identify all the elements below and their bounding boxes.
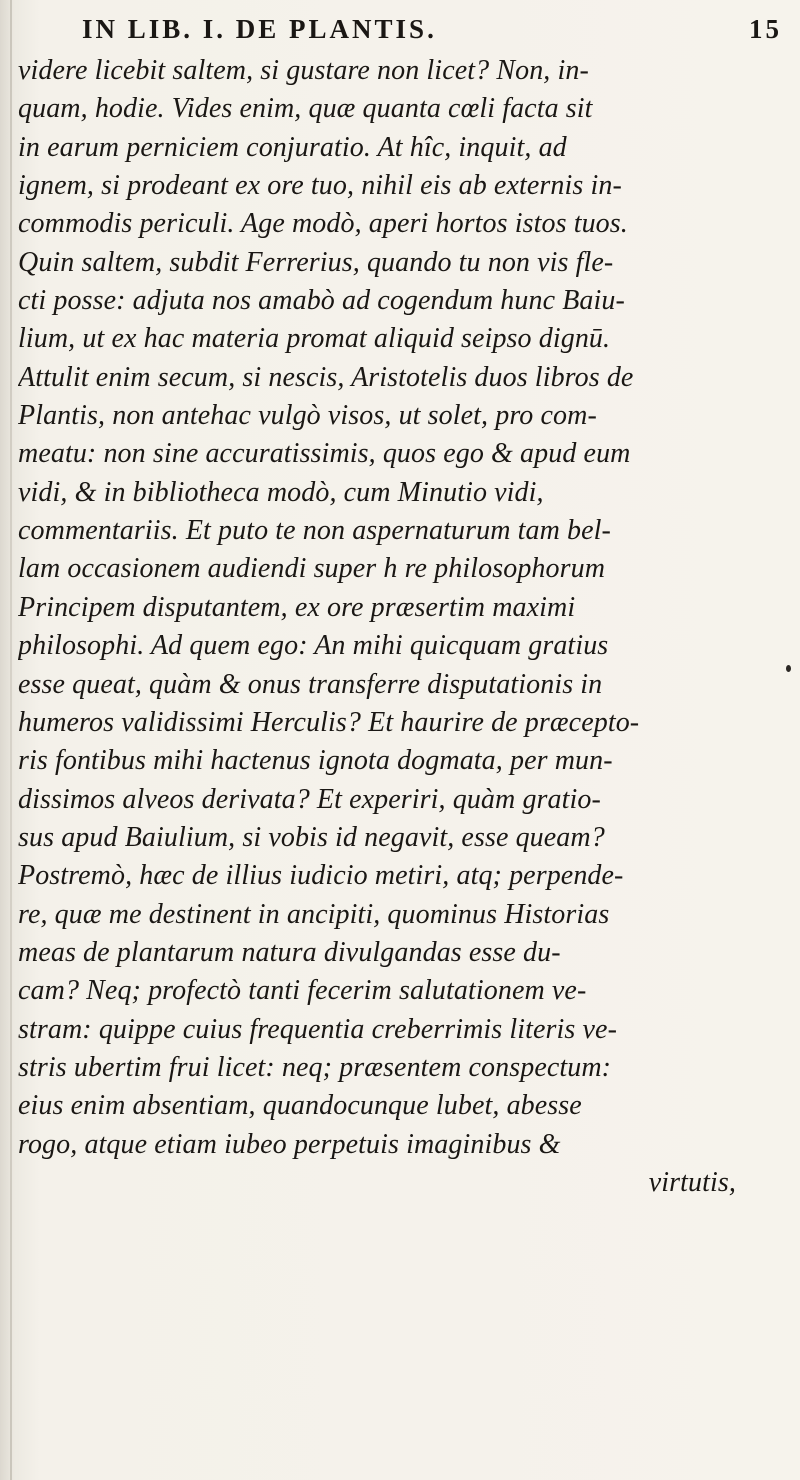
text-line: Postremò, hæc de illius iudicio metiri, atq; perpende-: [18, 860, 624, 892]
text-line: eius enim absentiam, quandocunque lubet, abesse: [18, 1090, 582, 1122]
text-line: humeros validissimi Herculis? Et haurire de præcepto-: [18, 706, 640, 738]
text-line: Plantis, non antehac vulgò visos, ut solet, pro com-: [18, 400, 597, 432]
text-line: vidi, & in bibliotheca modò, cum Minutio vidi,: [18, 476, 544, 508]
body-text: [18, 52, 792, 1202]
text-line: Quin saltem, subdit Ferrerius, quando tu non vis fle-: [18, 246, 614, 278]
text-line: ignem, si prodeant ex ore tuo, nihil eis ab externis in-: [18, 170, 622, 202]
text-line: dissimos alveos derivata? Et experiri, quàm gratio-: [18, 783, 601, 815]
page-number: 15: [749, 14, 782, 44]
text-line: cti posse: adjuta nos amabò ad cogendum hunc Baiu-: [18, 285, 625, 317]
text-line: Principem disputantem, ex ore præsertim maximi: [18, 591, 576, 623]
text-line: stris ubertim frui licet: neq; præsentem conspectum:: [18, 1051, 612, 1083]
text-line: re, quæ me destinent in ancipiti, quominus Historias: [18, 898, 610, 930]
text-line: esse queat, quàm & onus transferre disputationis in: [18, 668, 603, 700]
text-line: stram: quippe cuius frequentia creberrimis literis ve-: [18, 1013, 618, 1045]
text-line: Attulit enim secum, si nescis, Aristotelis duos libros de: [18, 361, 634, 393]
running-title: IN LIB. I. DE PLANTIS.: [82, 14, 437, 44]
text-line: videre licebit saltem, si gustare non licet? Non, in-: [18, 55, 589, 86]
text-line: commodis periculi. Age modò, aperi hortos istos tuos.: [18, 208, 628, 240]
text-line: lium, ut ex hac materia promat aliquid seipso dignū.: [18, 323, 611, 355]
ink-speck: [786, 665, 791, 672]
text-line: sus apud Baiulium, si vobis id negavit, esse queam?: [18, 821, 605, 853]
text-line: in earum perniciem conjuratio. At hîc, inquit, ad: [18, 131, 567, 163]
text-line: commentariis. Et puto te non aspernaturum tam bel-: [18, 515, 611, 547]
text-line: lam occasionem audiendi super h re philosophorum: [18, 553, 606, 585]
text-line: ris fontibus mihi hactenus ignota dogmata, per mun-: [18, 745, 613, 777]
running-header: [82, 14, 782, 50]
text-line: rogo, atque etiam iubeo perpetuis imaginibus &: [18, 1128, 561, 1160]
page-gutter: [10, 0, 12, 1480]
text-line: meatu: non sine accuratissimis, quos ego & apud eum: [18, 438, 631, 470]
text-line: meas de plantarum natura divulgandas esse du-: [18, 936, 561, 968]
text-line: philosophi. Ad quem ego: An mihi quicquam gratius: [18, 630, 609, 662]
catchword: virtutis,: [648, 1166, 736, 1198]
text-line: cam? Neq; profectò tanti fecerim salutationem ve-: [18, 975, 587, 1007]
text-line: quam, hodie. Vides enim, quæ quanta cœli facta sit: [18, 93, 593, 125]
